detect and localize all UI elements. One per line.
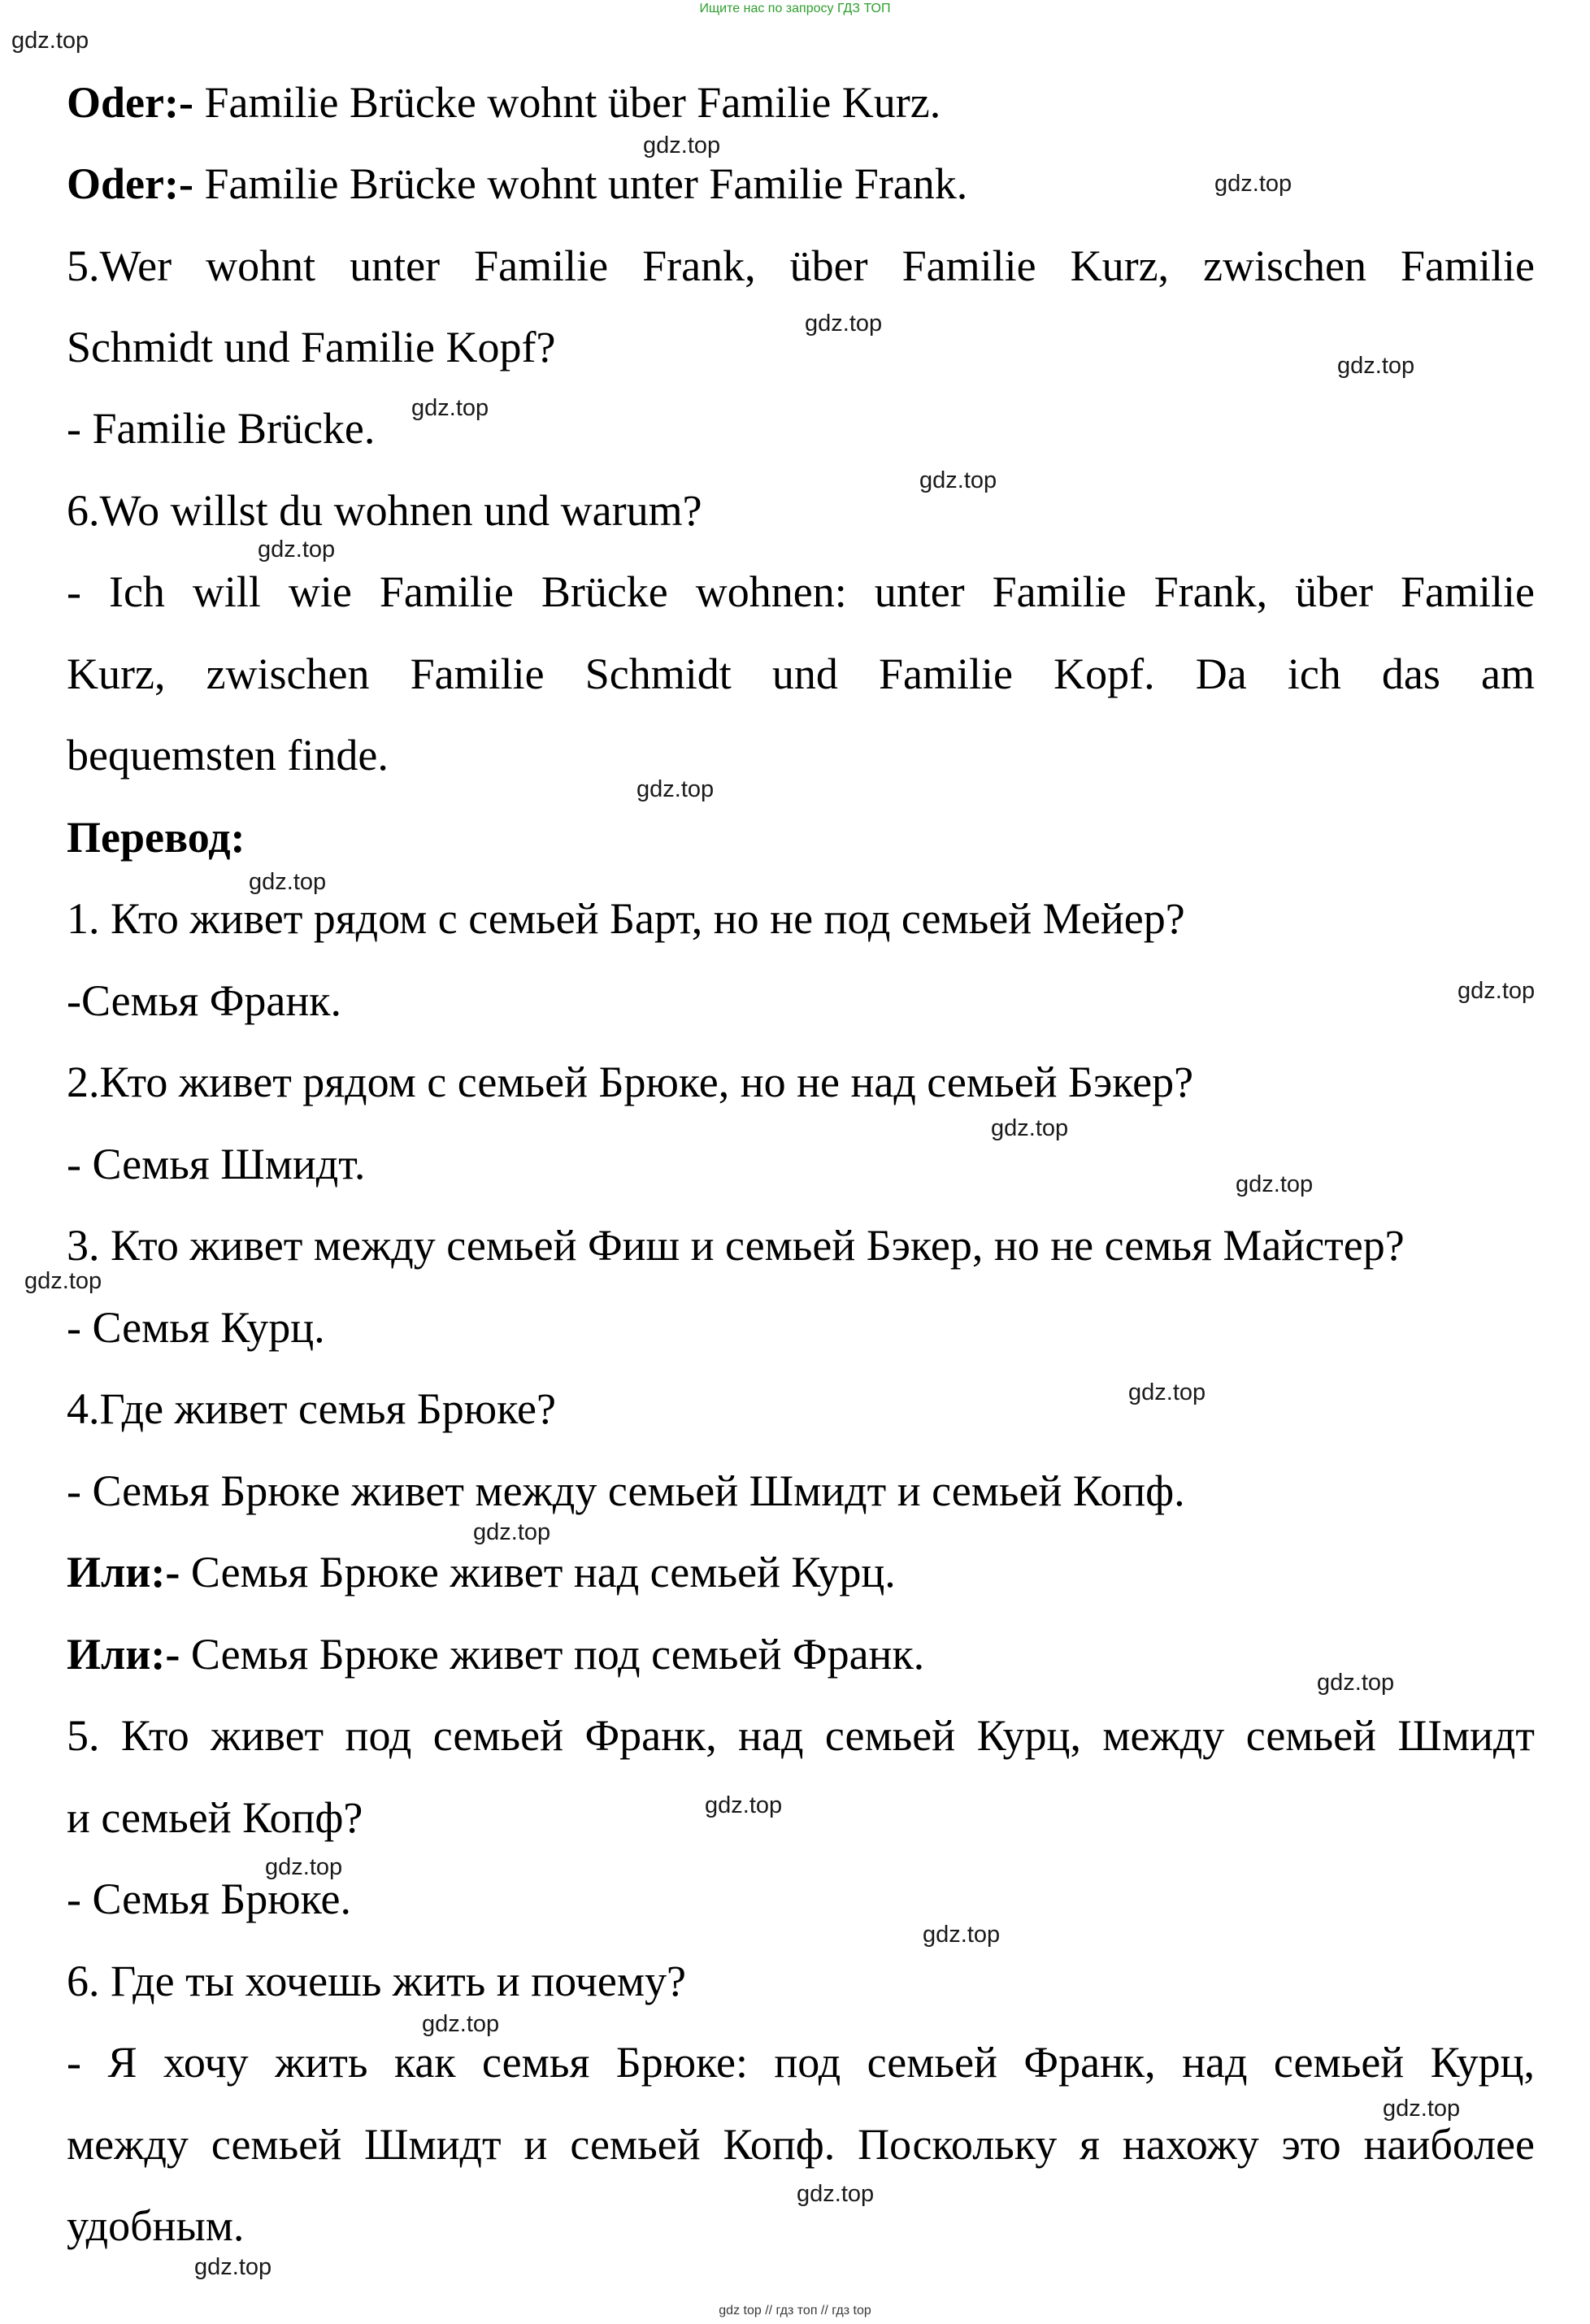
watermark: gdz.top [991, 1115, 1069, 1141]
watermark: gdz.top [194, 2254, 272, 2280]
watermark: gdz.top [24, 1268, 102, 1294]
watermark: gdz.top [1236, 1171, 1314, 1197]
question-6: 6.Wo willst du wohnen und warum? [67, 486, 702, 535]
watermark: gdz.top [473, 1519, 551, 1545]
top-banner: Ищите нас по запросу ГДЗ ТОП [699, 2, 891, 15]
ili-label: Или:- [67, 1630, 180, 1679]
translation-answer-6-line-2: между семьей Шмидт и семьей Копф. Поскольку я нахожу это наиболее [67, 2120, 1535, 2169]
answer-6-line-2: Kurz, zwischen Familie Schmidt und Familie Kopf. Da ich das am [67, 649, 1535, 698]
watermark: gdz.top [422, 2011, 500, 2037]
translation-answer-6-line-3: удобным. [67, 2201, 245, 2250]
translation-question-1: 1. Кто живет рядом с семьей Барт, но не под семьей Мейер? [67, 894, 1185, 943]
watermark: gdz.top [1214, 171, 1292, 197]
translation-answer-1: -Семья Франк. [67, 976, 342, 1025]
translation-answer-5: - Семья Брюке. [67, 1874, 351, 1923]
translation-question-3: 3. Кто живет между семьей Фиш и семьей Бэкер, но не семья Майстер? [67, 1221, 1405, 1270]
translation-question-5-line-2: и семьей Копф? [67, 1793, 363, 1842]
watermark: gdz.top [1383, 2096, 1461, 2122]
watermark: gdz.top [11, 28, 89, 54]
translation-answer-4: - Семья Брюке живет между семьей Шмидт и семьей Копф. [67, 1466, 1185, 1515]
translation-question-6: 6. Где ты хочешь жить и почему? [67, 1957, 686, 2005]
watermark: gdz.top [265, 1854, 343, 1880]
oder-line-2 [67, 159, 967, 208]
watermark: gdz.top [258, 536, 336, 563]
translation-question-4: 4.Где живет семья Брюке? [67, 1384, 556, 1433]
watermark: gdz.top [249, 869, 327, 895]
ili-text: Семья Брюке живет над семьей Курц. [180, 1548, 896, 1596]
ili-line-1 [67, 1548, 896, 1596]
watermark: gdz.top [923, 1922, 1001, 1948]
oder-text: Familie Brücke wohnt unter Familie Frank. [193, 159, 968, 208]
watermark: gdz.top [1337, 353, 1415, 379]
watermark: gdz.top [411, 395, 489, 421]
answer-5: - Familie Brücke. [67, 404, 376, 453]
oder-text: Familie Brücke wohnt über Familie Kurz. [193, 78, 941, 127]
watermark: gdz.top [643, 132, 721, 159]
answer-6-line-1: - Ich will wie Familie Brücke wohnen: unter Familie Frank, über Familie [67, 567, 1535, 616]
translation-question-5-line-1: 5. Кто живет под семьей Франк, над семьей Курц, между семьей Шмидт [67, 1711, 1535, 1760]
answer-6-line-3: bequemsten finde. [67, 731, 389, 780]
translation-question-2: 2.Кто живет рядом с семьей Брюке, но не над семьей Бэкер? [67, 1058, 1194, 1106]
watermark: gdz.top [1458, 978, 1536, 1004]
watermark: gdz.top [919, 467, 997, 493]
question-5-line-2: Schmidt und Familie Kopf? [67, 323, 556, 371]
footer: gdz top // гдз топ // гдз top [719, 2304, 871, 2317]
oder-line-1 [67, 78, 941, 127]
translation-answer-2: - Семья Шмидт. [67, 1140, 366, 1188]
oder-label: Oder:- [67, 78, 193, 127]
translation-answer-6-line-1: - Я хочу жить как семья Брюке: под семьей Франк, над семьей Курц, [67, 2038, 1535, 2087]
watermark: gdz.top [1128, 1379, 1206, 1405]
watermark: gdz.top [705, 1792, 783, 1818]
watermark: gdz.top [805, 311, 883, 337]
translation-answer-3: - Семья Курц. [67, 1303, 325, 1352]
watermark: gdz.top [1317, 1670, 1395, 1696]
watermark: gdz.top [636, 776, 715, 802]
ili-label: Или:- [67, 1548, 180, 1596]
translation-heading: Перевод: [67, 813, 245, 862]
question-5-line-1: 5.Wer wohnt unter Familie Frank, über Familie Kurz, zwischen Familie [67, 241, 1535, 290]
ili-text: Семья Брюке живет под семьей Франк. [180, 1630, 925, 1679]
oder-label: Oder:- [67, 159, 193, 208]
watermark: gdz.top [797, 2181, 875, 2207]
ili-line-2 [67, 1630, 924, 1679]
